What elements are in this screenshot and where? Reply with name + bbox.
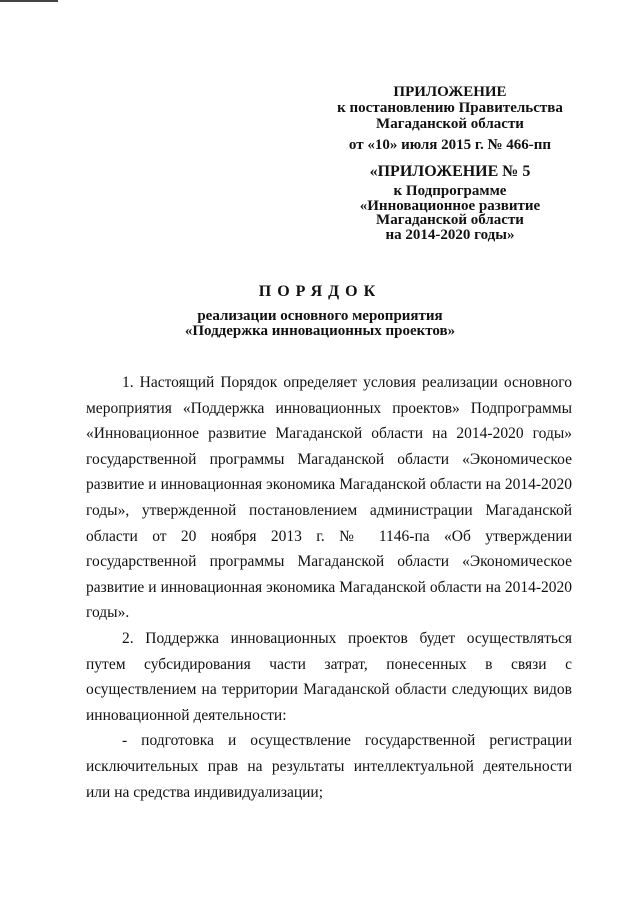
paragraph-2: 2. Поддержка инновационных проектов будет осуществляться путем субсидирования части затрат, понесенных в связи с осуществлением на территории Магаданской области следующих видов инновационной деятельности: [86,629,572,724]
annex-title: ПРИЛОЖЕНИЕ [393,84,507,100]
annex-region-line: Магаданской области [376,116,524,132]
annex5-title: «ПРИЛОЖЕНИЕ № 5 [369,163,531,180]
annex-date-line: от «10» июля 2015 г. № 466-пп [348,137,552,153]
document-title: ПОРЯДОК [258,283,382,300]
paragraph-3: - подготовка и осуществление государственной регистрации исключительных прав на результаты интеллектуальной деятельности или на средства индивидуализации; [86,732,572,801]
document-subtitle-1: реализации основного мероприятия [197,308,443,324]
scan-edge-mark [0,0,58,2]
annex5-line-1: к Подпрограмме [393,183,507,199]
annex5-line-3: Магаданской области [376,212,524,228]
annex-resolution-line: к постановлению Правительства [337,100,563,116]
annex5-line-2: «Инновационное развитие [359,198,541,214]
document-subtitle-2: «Поддержка инновационных проектов» [184,323,456,339]
document-body [86,370,572,805]
paragraph-1: 1. Настоящий Порядок определяет условия реализации основного мероприятия «Поддержка инновационных проектов» Подпрограммы «Инновационное развитие Магаданской области на 2014-2020 годы» государственной программы Магаданской области «Экономическое развитие и инновационная экономика Магаданской области на 2014-2020 годы», утвержденной постановлением администрации Магаданской области от 20 ноября 2013 г. № 1146-па «Об утверждении государственной программы Магаданской области «Экономическое развитие и инновационная экономика Магаданской области на 2014-2020 годы». [86,374,572,622]
annex5-line-4: на 2014-2020 годы» [385,227,515,243]
